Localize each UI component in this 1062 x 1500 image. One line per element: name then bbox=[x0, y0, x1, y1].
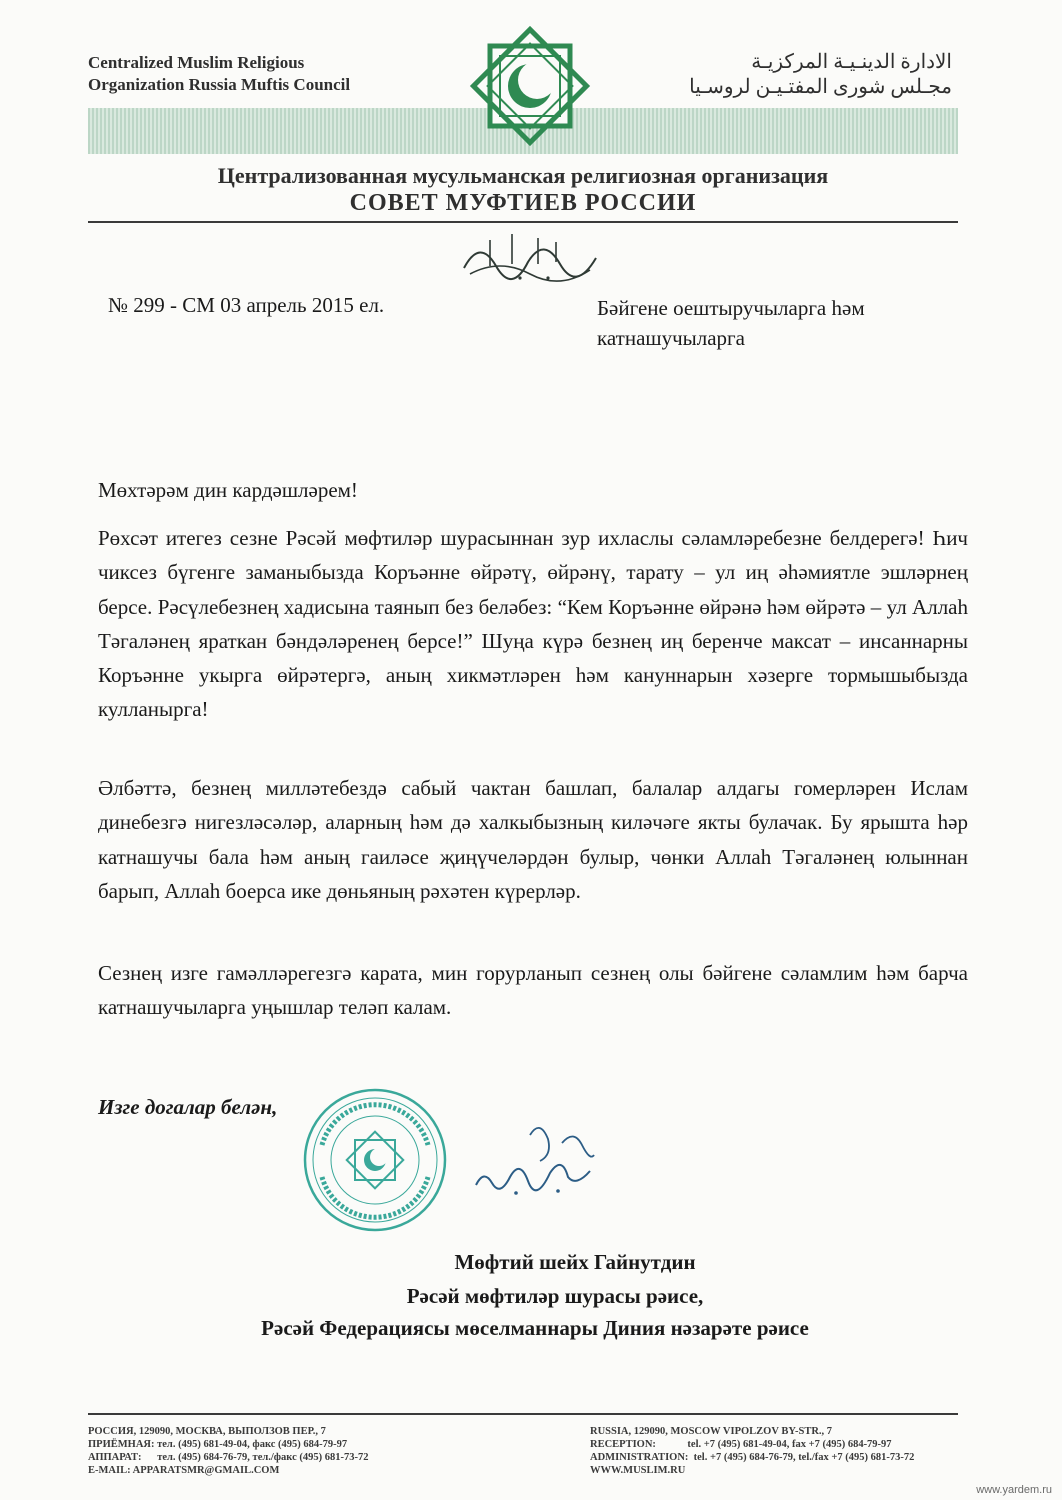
org-name-english-line2: Organization Russia Muftis Council bbox=[88, 75, 351, 94]
crescent-emblem-icon bbox=[468, 24, 592, 148]
signatory-name: Мөфтий шейх Гайнутдин bbox=[454, 1250, 696, 1274]
letter-closing: Изге догалар белән, bbox=[98, 1095, 278, 1119]
footer-en-address: RUSSIA, 129090, MOSCOW VIPOLZOV BY-STR., 7 bbox=[590, 1426, 833, 1437]
site-watermark: www.yardem.ru bbox=[976, 1484, 1052, 1496]
org-name-english-line1: Centralized Muslim Religious bbox=[88, 53, 305, 72]
footer-en-reception: RECEPTION: tel. +7 (495) 681-49-04, fax +7 (495) 684-79-97 bbox=[590, 1439, 892, 1450]
addressee-line2: катнашучыларга bbox=[597, 326, 745, 350]
footer-contacts-russian bbox=[88, 1425, 369, 1477]
org-name-english bbox=[88, 52, 350, 96]
header-divider bbox=[88, 221, 958, 223]
footer-ru-office: АППАРАТ: тел. (495) 684-76-79, тел./факс (495) 681-73-72 bbox=[88, 1452, 369, 1463]
footer-en-administration: ADMINISTRATION: tel. +7 (495) 684-76-79, tel./fax +7 (495) 681-73-72 bbox=[590, 1452, 915, 1463]
letter-addressee bbox=[597, 293, 865, 353]
letter-paragraph-1: Рөхсәт итегез сезне Рәсәй мөфтиләр шурасыннан зур ихласлы сәламләребезне белдерегә! Һич чиксез бүгенге заманыбызда Коръәнне өйрәтү, өйрәнү, тарату – ул иң әһәмиятле эшләрнең берсе. Рәсүлебезнең хадисына таянып без беләбез: “Кем Коръәнне өйрәнә һәм өйрәтә – ул Аллаһ Тәгаләнең яраткан бәндәләренең берсе!” Шуңа күрә безнең иң беренче максат – инсаннарны Коръәнне укырга өйрәтергә, аның хикмәтләрен һәм кануннарын хәзерге тормышыбызда кулланырга! bbox=[98, 526, 968, 722]
signatory-title-2: Рәсәй Федерациясы мөселманнары Диния нәзарәте рәисе bbox=[261, 1316, 809, 1340]
letter-greeting: Мөхтәрәм дин кардәшләрем! bbox=[98, 478, 358, 502]
basmala-calligraphy-icon bbox=[460, 228, 600, 284]
letter-paragraph-3: Сезнең изге гамәлләрегезгә карата, мин горурланып сезнең олы бәйгене сәламлим һәм барча катнашучыларга уңышлар теләп калам. bbox=[98, 961, 968, 1020]
org-name-russian: Централизованная мусульманская религиозная организация bbox=[217, 163, 829, 188]
letter-reference: № 299 - СМ 03 апрель 2015 ел. bbox=[108, 293, 385, 317]
footer-ru-address: РОССИЯ, 129090, МОСКВА, ВЫПОЛЗОВ ПЕР., 7 bbox=[88, 1426, 326, 1437]
footer-contacts-english bbox=[590, 1425, 914, 1477]
footer-en-website: WWW.MUSLIM.RU bbox=[590, 1465, 686, 1476]
official-stamp-icon bbox=[300, 1085, 450, 1235]
handwritten-signature-icon bbox=[470, 1115, 605, 1205]
signatory-title-1: Рәсәй мөфтиләр шурасы рәисе, bbox=[406, 1284, 704, 1308]
letter-paragraph-2: Әлбәттә, безнең милләтебездә сабый чактан башлап, балалар алдагы гомерләрен Ислам динебезгә нигезләсәләр, аларның һәм дә халкыбызның киләчәге якты булачак. Бу ярышта һәр катнашучы бала һәм аның гаиләсе җиңүчеләрдән булыр, чөнки Аллаһ Тәгаләнең юлыннан барып, Аллаһ боерса ике дөньяның рәхәтен күрерләр. bbox=[98, 776, 968, 903]
org-name-arabic-line1: الادارة الدينـيـة المركزيـة bbox=[751, 51, 952, 73]
org-name-arabic bbox=[689, 50, 952, 100]
footer-ru-email: E-MAIL: APPARATSMR@GMAIL.COM bbox=[88, 1465, 280, 1476]
footer-divider bbox=[88, 1413, 958, 1415]
org-name-arabic-line2: مجـلس شورى المفتـيـن لروسـيا bbox=[689, 76, 952, 98]
addressee-line1: Бәйгене оештыручыларга һәм bbox=[597, 296, 865, 320]
org-title-russian: СОВЕТ МУФТИЕВ РОССИИ bbox=[349, 190, 697, 216]
footer-ru-reception: ПРИЁМНАЯ: тел. (495) 681-49-04, факс (495) 684-79-97 bbox=[88, 1439, 348, 1450]
